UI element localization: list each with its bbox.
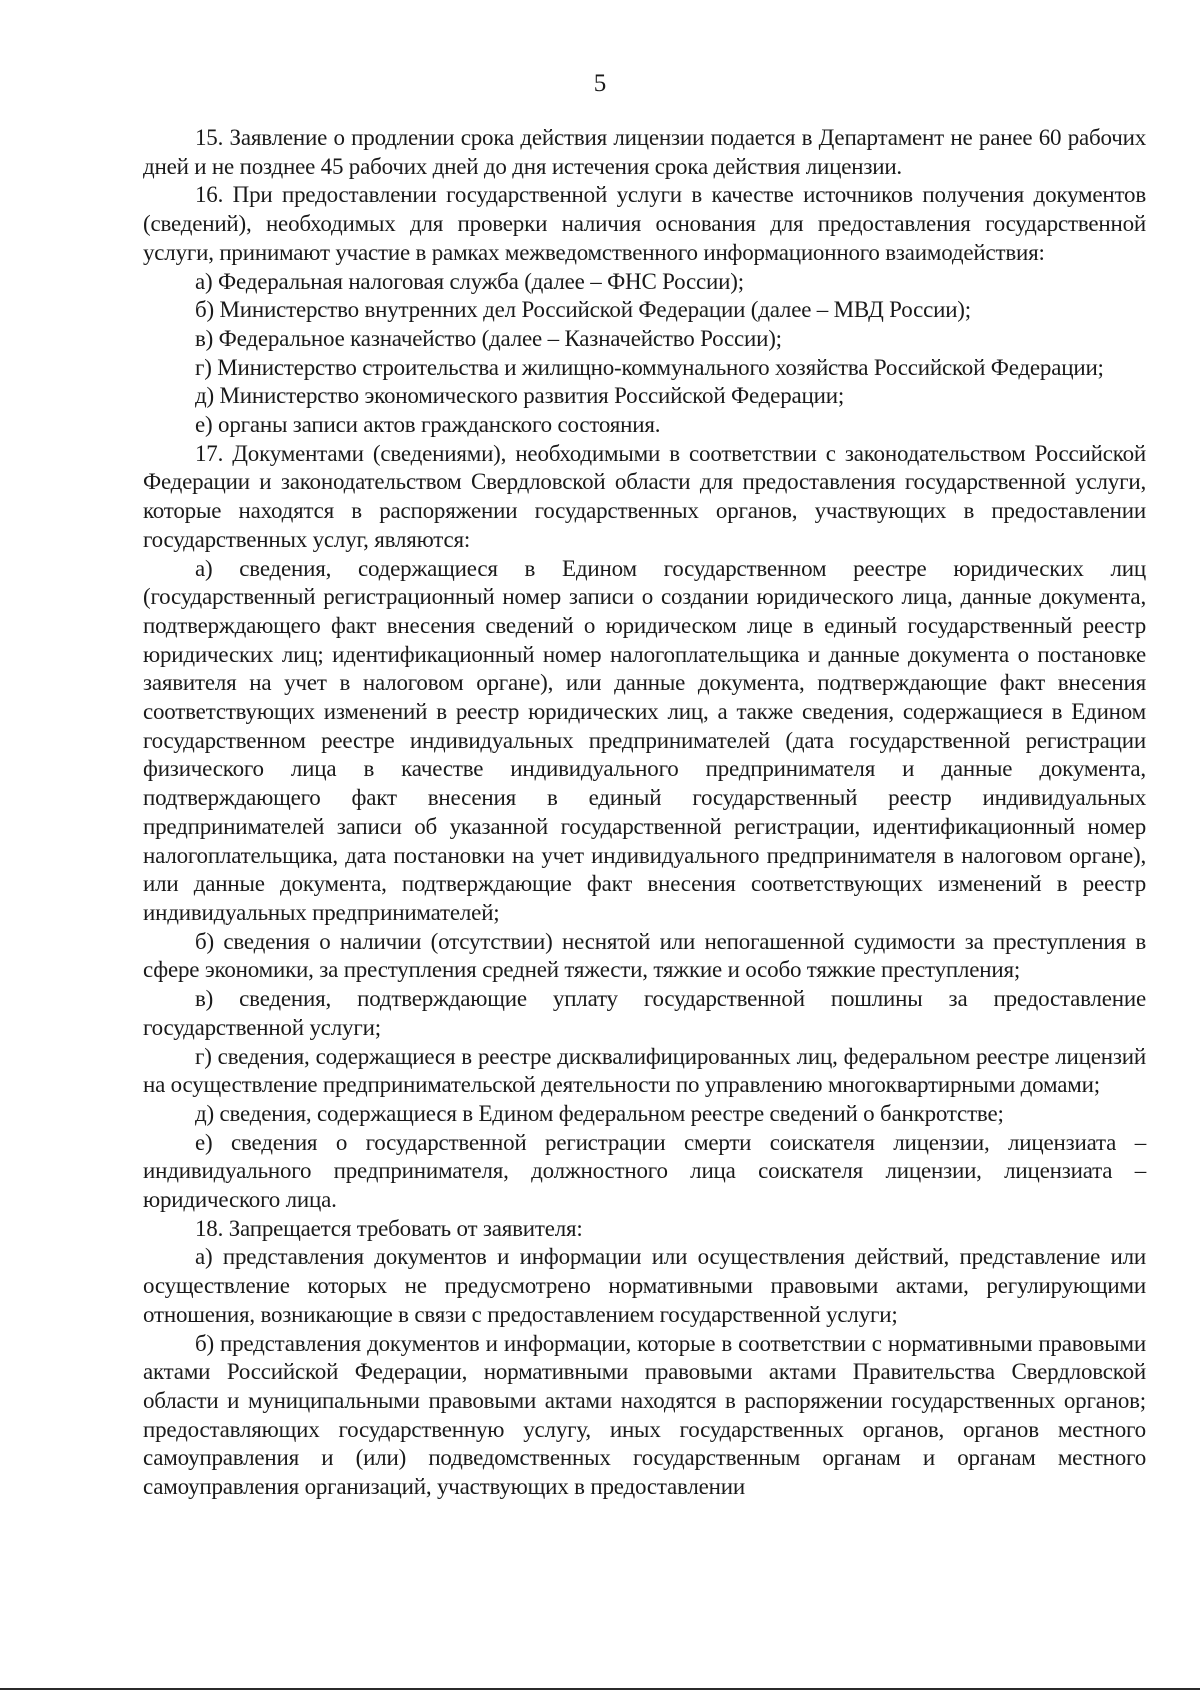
- document-body: [143, 124, 1146, 1502]
- page-number: 5: [593, 70, 607, 97]
- list-item-18a: а) представления документов и информации или осуществления действий, представление или осуществление которых не предусмотрено нормативными правовыми актами, регулирующими отношения, возникающие в связи с предоставлением государственной услуги;: [143, 1244, 1146, 1327]
- list-item-17a: а) сведения, содержащиеся в Едином государственном реестре юридических лиц (государственный регистрационный номер записи о создании юридического лица, данные документа, подтверждающего факт внесения сведений о юридическом лице в единый государственный реестр юридических лиц; идентификационный номер налогоплательщика и данные документа о постановке заявителя на учет в налоговом органе), или данные документа, подтверждающие факт внесения соответствующих изменений в реестр юридических лиц, а также сведения, содержащиеся в Едином государственном реестре индивидуальных предпринимателей (дата государственной регистрации физического лица в качестве индивидуального предпринимателя и данные документа, подтверждающего факт внесения в единый государственный реестр индивидуальных предпринимателей записи об указанной государственной регистрации, идентификационный номер налогоплательщика, дата постановки на учет индивидуального предпринимателя в налоговом органе), или данные документа, подтверждающие факт внесения соответствующих изменений в реестр индивидуальных предпринимателей;: [143, 555, 1146, 925]
- list-item-16b: б) Министерство внутренних дел Российской Федерации (далее – МВД России);: [195, 297, 971, 323]
- paragraph-16: 16. При предоставлении государственной услуги в качестве источников получения документов (сведений), необходимых для проверки наличия основания для предоставления государственной услуги, принимают участие в рамках межведомственного информационного взаимодействия:: [143, 182, 1146, 265]
- paragraph-17: 17. Документами (сведениями), необходимыми в соответствии с законодательством Российской Федерации и законодательством Свердловской области для предоставления государственной услуги, которые находятся в распоряжении государственных органов, участвующих в предоставлении государственных услуг, являются:: [143, 440, 1146, 552]
- list-item-17g: г) сведения, содержащиеся в реестре дисквалифицированных лиц, федеральном реестре лицензий на осуществление предпринимательской деятельности по управлению многоквартирными домами;: [143, 1043, 1146, 1098]
- list-item-17v: в) сведения, подтверждающие уплату государственной пошлины за предоставление государственной услуги;: [143, 986, 1146, 1040]
- paragraph-18: 18. Запрещается требовать от заявителя:: [195, 1215, 583, 1241]
- paragraph-15: 15. Заявление о продлении срока действия лицензии подается в Департамент не ранее 60 рабочих дней и не позднее 45 рабочих дней до дня истечения срока действия лицензии.: [143, 125, 1146, 179]
- list-item-16v: в) Федеральное казначейство (далее – Казначейство России);: [195, 325, 782, 351]
- list-item-16a: а) Федеральная налоговая служба (далее – ФНС России);: [195, 268, 744, 294]
- list-item-17d: д) сведения, содержащиеся в Едином федеральном реестре сведений о банкротстве;: [195, 1100, 1004, 1126]
- list-item-17b: б) сведения о наличии (отсутствии) неснятой или непогашенной судимости за преступления в сфере экономики, за преступления средней тяжести, тяжкие и особо тяжкие преступления;: [143, 928, 1146, 983]
- list-item-17e: е) сведения о государственной регистрации смерти соискателя лицензии, лицензиата – индивидуального предпринимателя, должностного лица соискателя лицензии, лицензиата – юридического лица.: [143, 1129, 1146, 1213]
- list-item-16d: д) Министерство экономического развития Российской Федерации;: [195, 383, 845, 409]
- list-item-16e: е) органы записи актов гражданского состояния.: [195, 412, 661, 438]
- list-item-16g: г) Министерство строительства и жилищно-коммунального хозяйства Российской Федерации;: [195, 354, 1104, 380]
- bottom-scan-rule: [0, 1688, 1200, 1690]
- list-item-18b: б) представления документов и информации, которые в соответствии с нормативными правовыми актами Российской Федерации, нормативными правовыми актами Правительства Свердловской области и муниципальными правовыми актами находятся в распоряжении государственных органов; предоставляющих государственную услугу, иных государственных органов, органов местного самоуправления и (или) подведомственных государственным органам и органам местного самоуправления организаций, участвующих в предоставлении: [143, 1330, 1146, 1500]
